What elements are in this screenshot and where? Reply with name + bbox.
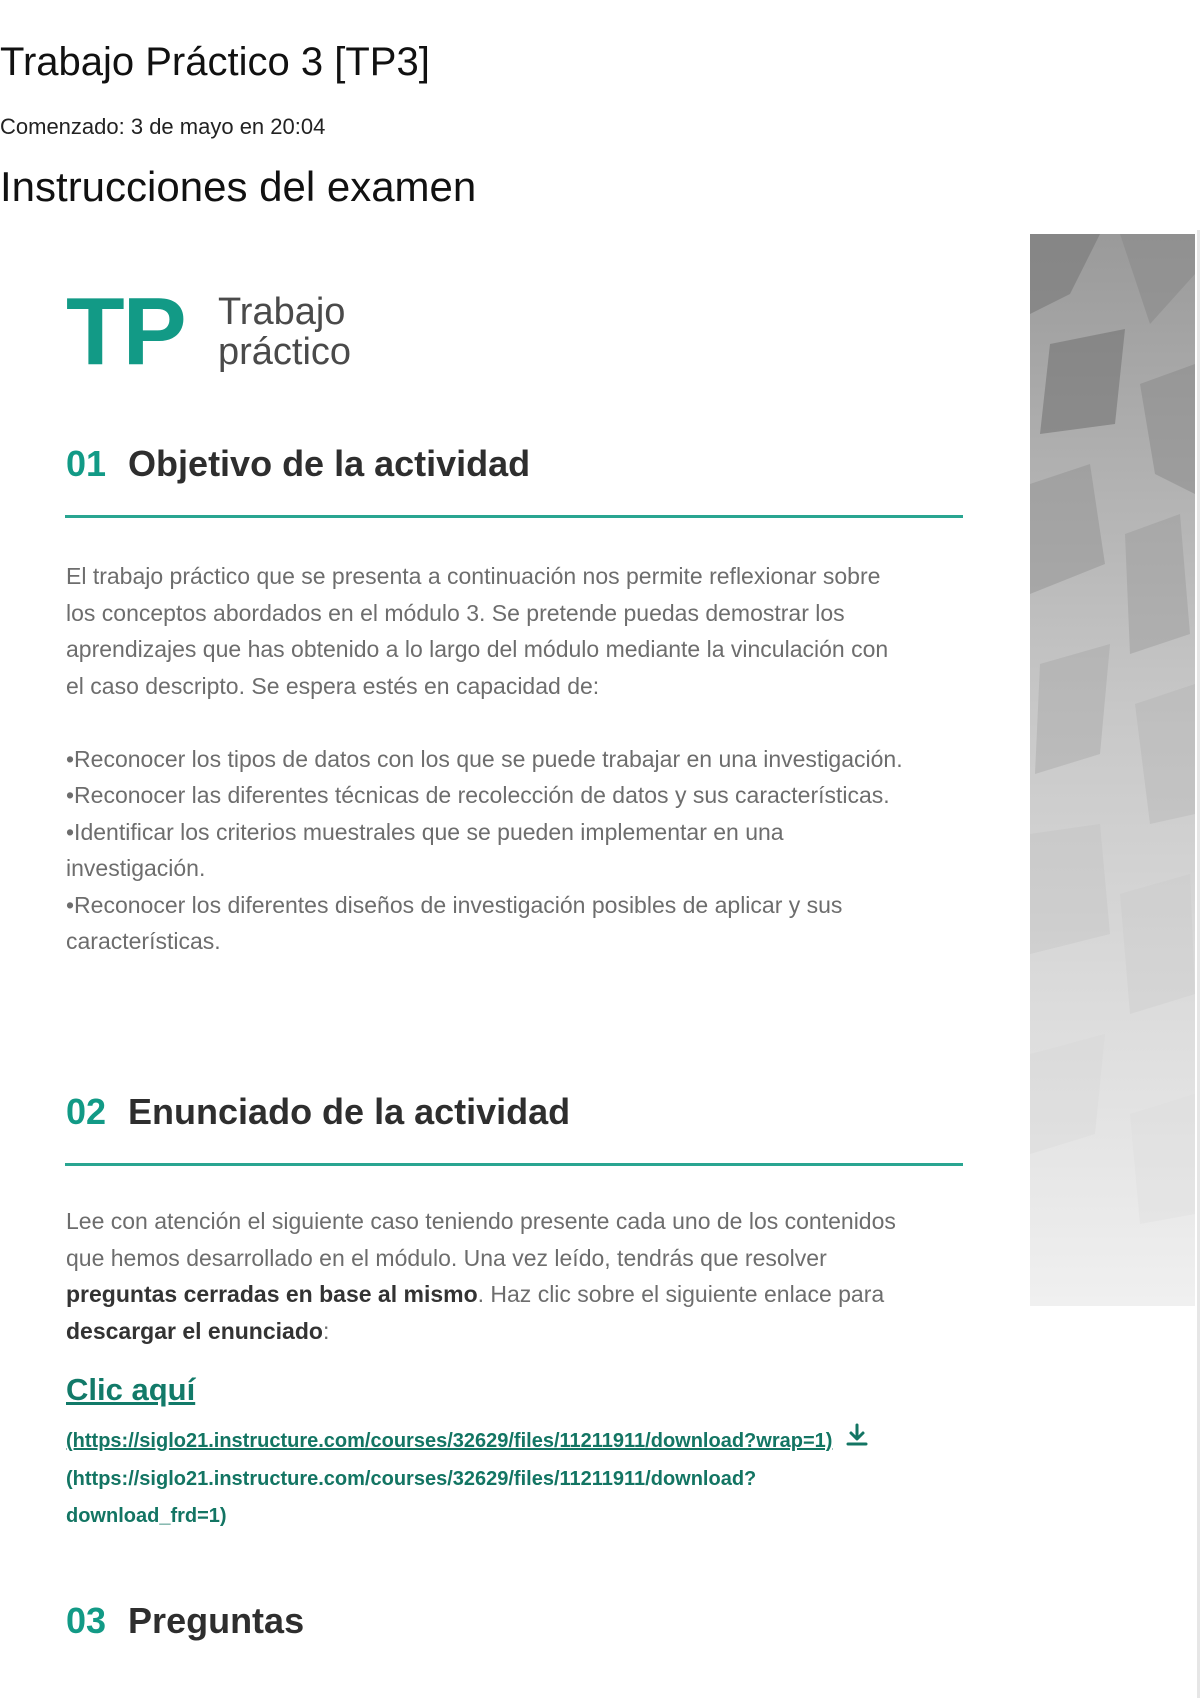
download-url-link-cont[interactable]: download_frd=1) [66,1505,227,1527]
regular-text: : [322,1317,330,1344]
click-here-link[interactable]: Clic aquí [66,1372,196,1407]
tp-logo-line1: Trabajo [218,291,346,333]
blank-line [66,704,966,741]
section-divider [65,1163,963,1166]
bullet-line: •Identificar los criterios muestrales que se pueden implementar en una [66,818,784,845]
paragraph-line: aprendizajes que has obtenido a lo largo del módulo mediante la vinculación con [66,636,889,662]
instructions-title: Instrucciones del examen [0,163,477,210]
section-title: Objetivo de la actividad [128,443,531,484]
section-number: 03 [66,1600,107,1641]
paragraph-line: Lee con atención el siguiente caso teniendo presente cada uno de los contenidos [66,1208,896,1234]
paragraph-line [66,1276,966,1313]
section-divider [65,515,963,518]
tp-logo-line2: práctico [218,331,352,373]
bullet-line: •Reconocer las diferentes técnicas de recolección de datos y sus características. [66,782,890,808]
url-lines [66,1422,966,1535]
paragraph-line: El trabajo práctico que se presenta a continuación nos permite reflexionar sobre [66,563,881,589]
section-title: Preguntas [128,1600,305,1641]
paragraph-line: el caso descripto. Se espera estés en capacidad de: [66,672,600,699]
section-title: Enunciado de la actividad [128,1091,571,1132]
paragraph-line: los conceptos abordados en el módulo 3. Se pretende puedas demostrar los [66,599,845,626]
started-timestamp: Comenzado: 3 de mayo en 20:04 [0,114,326,139]
download-url-link[interactable]: (https://siglo21.instructure.com/courses/32629/files/11211911/download? [66,1468,757,1490]
paragraph-line [66,1313,966,1350]
bold-text: preguntas cerradas en base al mismo [66,1281,478,1307]
regular-text: . Haz clic sobre el siguiente enlace para [477,1281,885,1307]
url-line [66,1461,966,1498]
url-line [66,1498,966,1535]
section-03-heading [66,1600,962,1642]
bullet-line: •Reconocer los tipos de datos con los que se puede trabajar en una investigación. [66,745,903,772]
bullet-line: •Reconocer los diferentes diseños de investigación posibles de aplicar y sus [66,891,843,918]
tp-logo-mark: TP [66,278,185,385]
section-number: 02 [66,1091,107,1132]
section-01-heading [66,443,962,485]
url-line [66,1422,966,1461]
wrap-url-link[interactable]: (https://siglo21.instructure.com/courses/32629/files/11211911/download?wrap=1) [66,1429,833,1452]
section-02-heading [66,1091,962,1133]
section-02-body [66,1203,966,1349]
bold-text: descargar el enunciado [66,1317,323,1344]
section-01-body [66,558,966,960]
tp-logo-text [218,292,351,372]
download-icon[interactable] [844,1422,870,1461]
section-number: 01 [66,443,107,484]
page-title: Trabajo Práctico 3 [TP3] [0,40,430,84]
tp-logo [66,278,366,385]
paragraph-line: que hemos desarrollado en el módulo. Una vez leído, tendrás que resolver [66,1244,827,1271]
download-link-area [66,1372,966,1408]
decorative-side-image [1030,234,1195,1306]
bullet-line: características. [66,928,221,954]
bullet-line: investigación. [66,855,206,881]
